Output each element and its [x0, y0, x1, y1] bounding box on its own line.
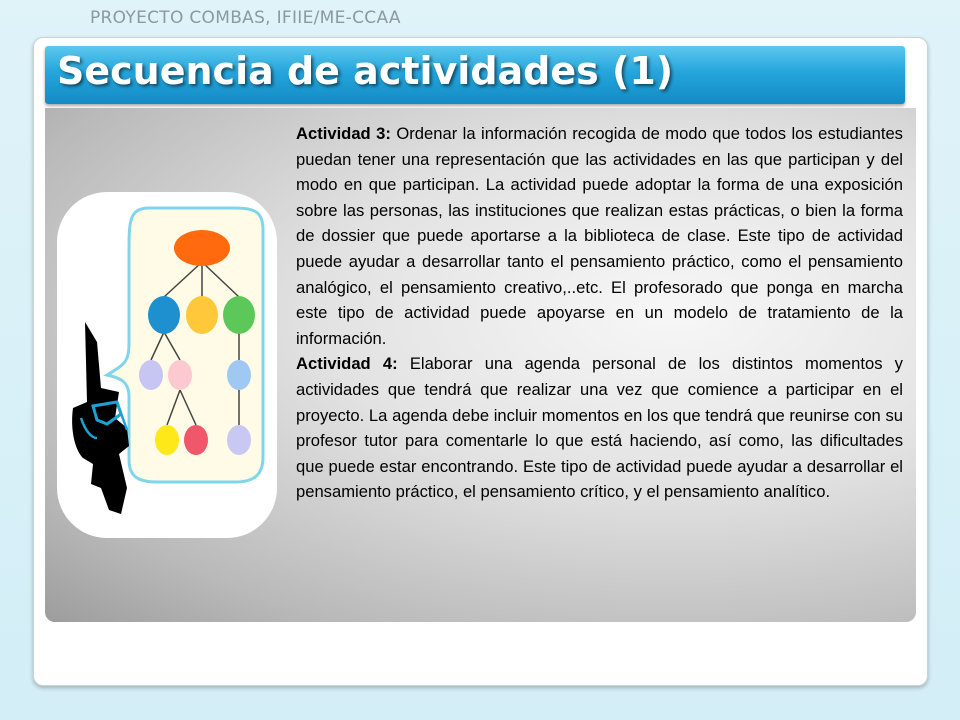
mind-map-node	[139, 360, 163, 390]
mind-map-node	[223, 296, 255, 334]
activity-4-label: Actividad 4:	[296, 354, 398, 374]
presentation-header: PROYECTO COMBAS, IFIIE/ME-CCAA	[90, 8, 401, 28]
mind-map-node	[184, 425, 208, 455]
mind-map-node	[168, 360, 192, 390]
activity-3-text: Ordenar la información recogida de modo que todos los estudiantes puedan tener una representación que las actividades en las que participan y del modo en que participan. La actividad puede adoptar la forma de una exposición sobre las personas, las instituciones que realizan estas prácticas, o bien la forma de dossier que puede aportarse a la biblioteca de clase. Este tipo de actividad puede ayudar a desarrollar tanto el pensamiento práctico, como el pensamiento analógico, el pensamiento creativo,..etc. El profesorado que ponga en marcha este tipo de actividad puede apoyarse en un modelo de tratamiento de la información.	[296, 124, 903, 348]
mind-map-node	[155, 425, 179, 455]
thinking-head-with-mind-map-icon	[57, 192, 277, 538]
slide-title: Secuencia de actividades (1)	[57, 49, 674, 93]
activity-4-text: Elaborar una agenda personal de los distintos momentos y actividades que tendrá que realizar una vez que comience a participar en el proyecto. La agenda debe incluir momentos en los que tendrá que reunirse con su profesor tutor para comentarle lo que está haciendo, así como, las dificultades que puede estar encontrando. Este tipo de actividad puede ayudar a desarrollar el pensamiento práctico, el pensamiento crítico, y el pensamiento analítico.	[296, 354, 903, 502]
activity-3-label: Actividad 3:	[296, 124, 391, 143]
activities-text	[296, 121, 903, 505]
title-bar	[45, 46, 905, 104]
activity-4-paragraph	[296, 351, 903, 505]
activity-3-paragraph	[296, 121, 903, 351]
mind-map-node	[186, 296, 218, 334]
mind-map-root-node	[174, 230, 230, 266]
mind-map-node	[227, 360, 251, 390]
mind-map-node	[148, 296, 180, 334]
mind-map-node	[227, 425, 251, 455]
